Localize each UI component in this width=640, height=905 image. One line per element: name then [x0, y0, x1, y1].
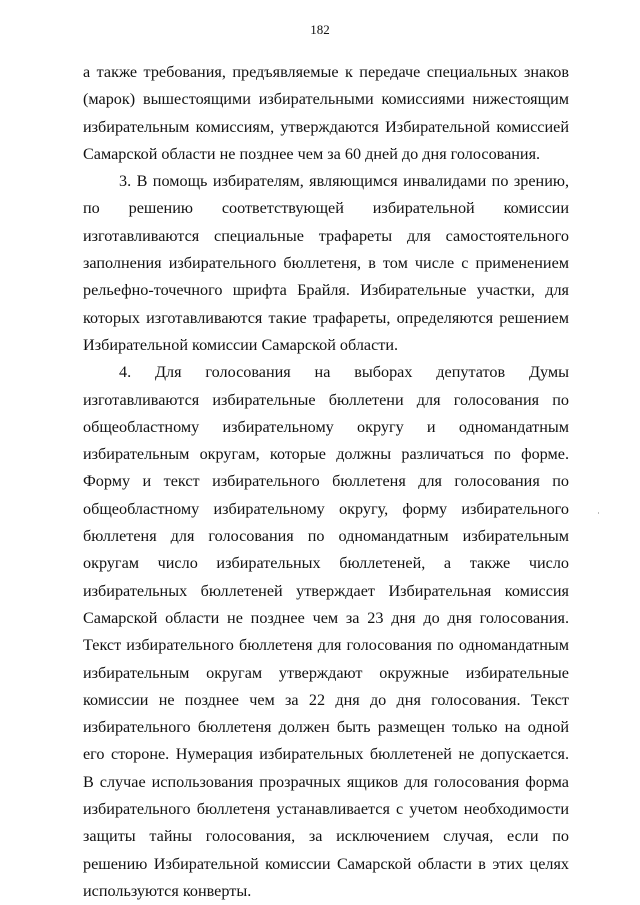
page-number: 182 — [310, 22, 330, 37]
paragraph-item-4: 4. Для голосования на выборах депутатов Думы изготавливаются избирательные бюллетени для голосования по общеобластному избирательному округу и одномандатным избирательным округам, которые должны различаться по форме. Форму и текст избирательного бюллетеня для голосования по общеобластному избирательному округу, форму избирательного бюллетеня для голосования по одномандатным избирательным округам число избирательных бюллетеней, а также число избирательных бюллетеней утверждает Избирательная комиссия Самарской области не позднее чем за 23 дня до дня голосования. Текст избирательного бюллетеня для голосования по одномандатным избирательным округам утверждают окружные избирательные комиссии не позднее чем за 22 дня до дня голосования. Текст избирательного бюллетеня должен быть размещен только на одной его стороне. Нумерация избирательных бюллетеней не допускается. В случае использования прозрачных ящиков для голосования форма избирательного бюллетеня устанавливается с учетом необходимости защиты тайны голосования, за исключением случая, если по решению Избирательной комиссии Самарской области в этих целях используются конверты. — [83, 363, 569, 900]
scan-speck — [598, 512, 599, 514]
paragraph-continuation: а также требования, предъявляемые к передаче специальных знаков (марок) вышестоящими избирательными комиссиями нижестоящим избирательным комиссиям, утверждаются Избирательной комиссией Самарской области не позднее чем за 60 дней до дня голосования. — [83, 63, 569, 163]
document-body — [83, 59, 569, 905]
paragraph-item-3: 3. В помощь избирателям, являющимся инвалидами по зрению, по решению соответствующей избирательной комиссии изготавливаются специальные трафареты для самостоятельного заполнения избирательного бюллетеня, в том числе с применением рельефно-точечного шрифта Брайля. Избирательные участки, для которых изготавливаются такие трафареты, определяются решением Избирательной комиссии Самарской области. — [83, 172, 569, 354]
